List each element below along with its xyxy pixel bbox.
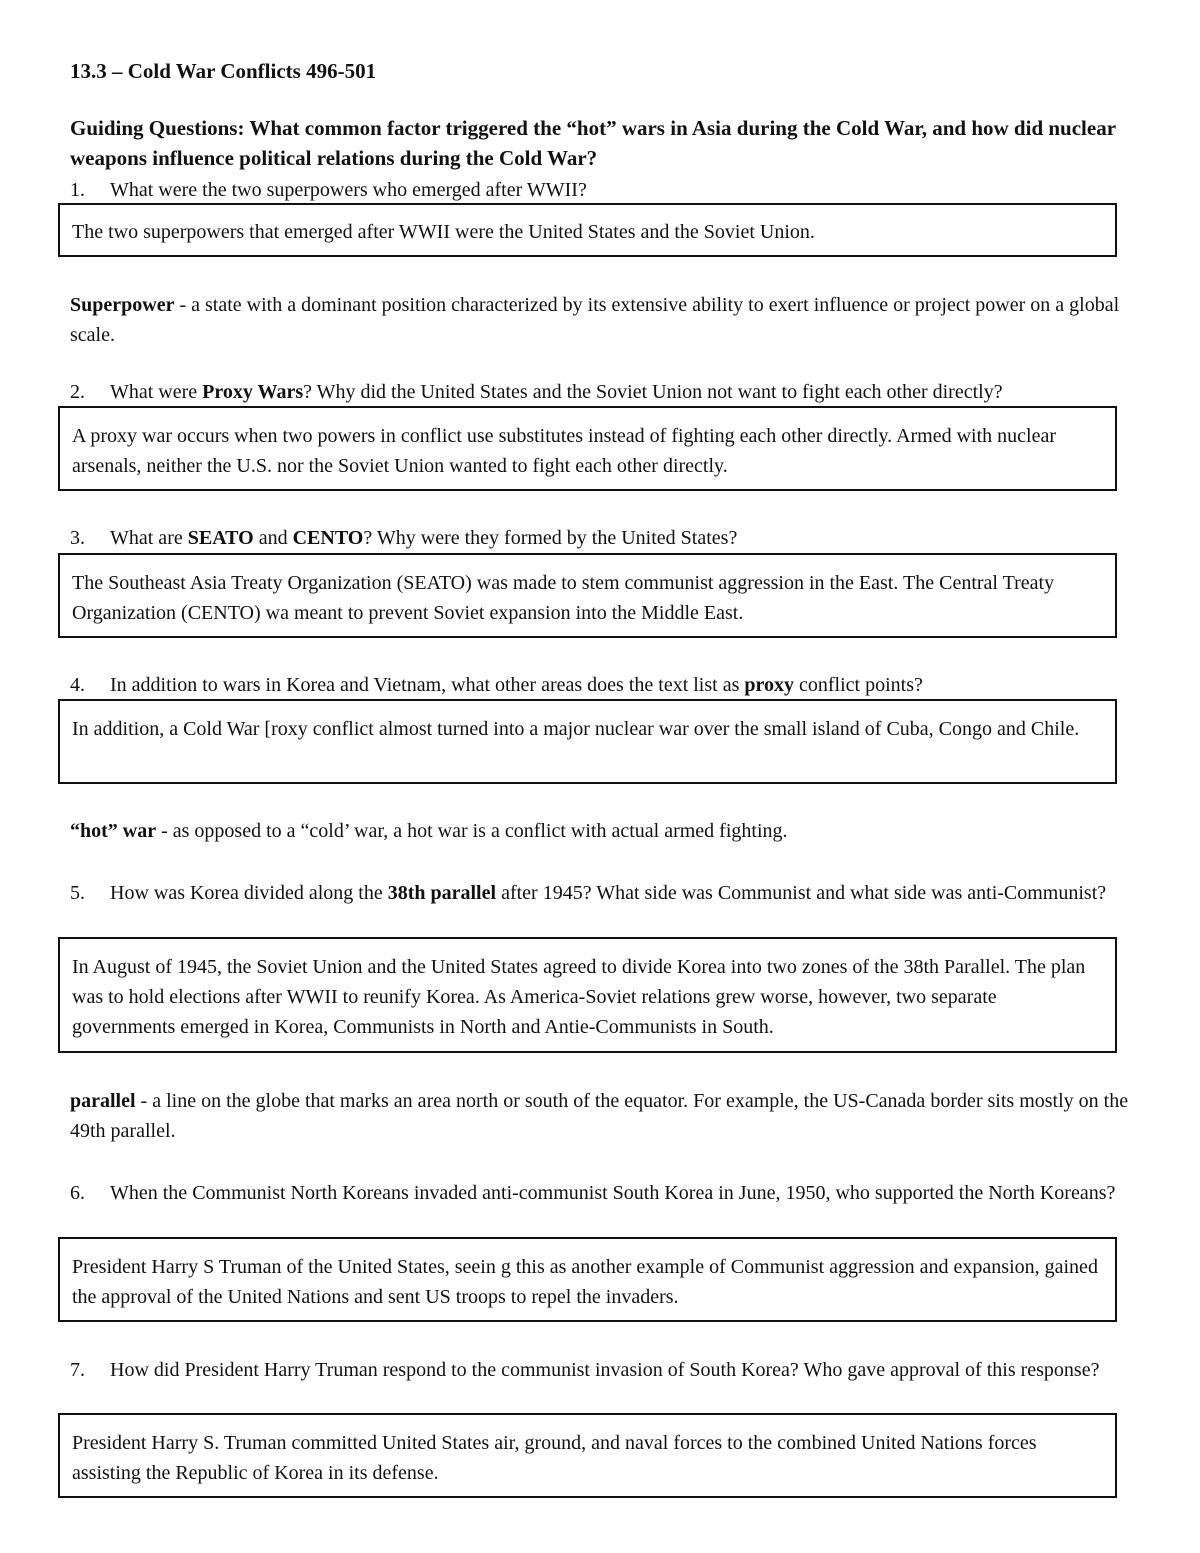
answer-text: In August of 1945, the Soviet Union and the United States agreed to divide Korea into two zones of the 38th Parallel. The plan was to hold elections after WWII to reunify Korea. As America-Soviet relations grew worse, however, two separate governments emerged in Korea, Communists in North and Antie-Communists in South. bbox=[72, 956, 1086, 1038]
question-number: 2. bbox=[70, 381, 85, 403]
answer-box-1 bbox=[58, 203, 1117, 257]
question-text-mid: and bbox=[253, 527, 293, 549]
answer-box-6 bbox=[58, 1237, 1117, 1322]
definition-hot-war bbox=[70, 816, 1130, 846]
question-text-post: after 1945? What side was Communist and what side was anti-Communist? bbox=[496, 882, 1107, 904]
definition-text: - a state with a dominant position characterized by its extensive ability to exert influence or project power on a global scale. bbox=[70, 294, 1120, 346]
answer-box-5 bbox=[58, 937, 1117, 1053]
answer-box-3 bbox=[58, 553, 1117, 638]
question-2 bbox=[70, 377, 1130, 407]
answer-text: President Harry S. Truman committed United States air, ground, and naval forces to the combined United Nations forces assisting the Republic of Korea in its defense. bbox=[72, 1432, 1037, 1484]
question-term: Proxy Wars bbox=[202, 381, 304, 403]
answer-text: The two superpowers that emerged after WWII were the United States and the Soviet Union. bbox=[72, 221, 815, 243]
answer-box-4 bbox=[58, 699, 1117, 784]
definition-term: Superpower bbox=[70, 294, 175, 316]
definition-text: - a line on the globe that marks an area north or south of the equator. For example, the US-Canada border sits mostly on the 49th parallel. bbox=[70, 1090, 1129, 1142]
question-number: 4. bbox=[70, 674, 85, 696]
question-5 bbox=[70, 878, 1130, 908]
question-number: 1. bbox=[70, 179, 85, 201]
question-text: When the Communist North Koreans invaded anti-communist South Korea in June, 1950, who supported the North Koreans? bbox=[110, 1182, 1116, 1204]
question-term-seato: SEATO bbox=[187, 527, 254, 549]
answer-text: President Harry S Truman of the United States, seein g this as another example of Communist aggression and expansion, gained the approval of the United Nations and sent US troops to repel the invaders. bbox=[72, 1256, 1098, 1308]
question-number: 5. bbox=[70, 882, 85, 904]
question-text-pre: How was Korea divided along the bbox=[110, 882, 388, 904]
definition-term: “hot” war bbox=[70, 820, 157, 842]
question-number: 3. bbox=[70, 527, 85, 549]
question-3 bbox=[70, 523, 1130, 553]
question-text-pre: What are bbox=[110, 527, 188, 549]
definition-text: - as opposed to a “cold’ war, a hot war is a conflict with actual armed fighting. bbox=[156, 820, 788, 842]
question-6 bbox=[70, 1178, 1130, 1208]
question-text-post: conflict points? bbox=[794, 674, 923, 696]
question-term-cento: CENTO bbox=[292, 527, 364, 549]
question-text: What were the two superpowers who emerged after WWII? bbox=[110, 179, 587, 201]
answer-box-7 bbox=[58, 1413, 1117, 1498]
answer-text: The Southeast Asia Treaty Organization (SEATO) was made to stem communist aggression in the East. The Central Treaty Organization (CENTO) wa meant to prevent Soviet expansion into the Middle East. bbox=[72, 572, 1055, 624]
page-title: 13.3 – Cold War Conflicts 496-501 bbox=[70, 59, 377, 83]
question-1 bbox=[70, 175, 1130, 205]
answer-text: In addition, a Cold War [roxy conflict almost turned into a major nuclear war over the small island of Cuba, Congo and Chile. bbox=[72, 718, 1080, 740]
question-7 bbox=[70, 1355, 1130, 1385]
question-4 bbox=[70, 670, 1130, 700]
question-text-pre: In addition to wars in Korea and Vietnam, what other areas does the text list as bbox=[110, 674, 745, 696]
definition-parallel bbox=[70, 1086, 1130, 1146]
question-number: 7. bbox=[70, 1359, 85, 1381]
question-term: 38th parallel bbox=[387, 882, 497, 904]
question-text-post: ? Why were they formed by the United States? bbox=[363, 527, 738, 549]
question-text-post: ? Why did the United States and the Soviet Union not want to fight each other directly? bbox=[303, 381, 1003, 403]
answer-text: A proxy war occurs when two powers in conflict use substitutes instead of fighting each other directly. Armed with nuclear arsenals, neither the U.S. nor the Soviet Union wanted to fight each other directly. bbox=[72, 425, 1057, 477]
definition-superpower bbox=[70, 290, 1130, 350]
guiding-questions: Guiding Questions: What common factor triggered the “hot” wars in Asia during the Cold War, and how did nuclear weapons influence political relations during the Cold War? bbox=[70, 116, 1116, 170]
answer-box-2 bbox=[58, 406, 1117, 491]
question-text-pre: What were bbox=[110, 381, 203, 403]
question-text: How did President Harry Truman respond to the communist invasion of South Korea? Who gave approval of this response? bbox=[110, 1359, 1100, 1381]
question-term: proxy bbox=[744, 674, 795, 696]
definition-term: parallel bbox=[70, 1090, 136, 1112]
question-number: 6. bbox=[70, 1182, 85, 1204]
